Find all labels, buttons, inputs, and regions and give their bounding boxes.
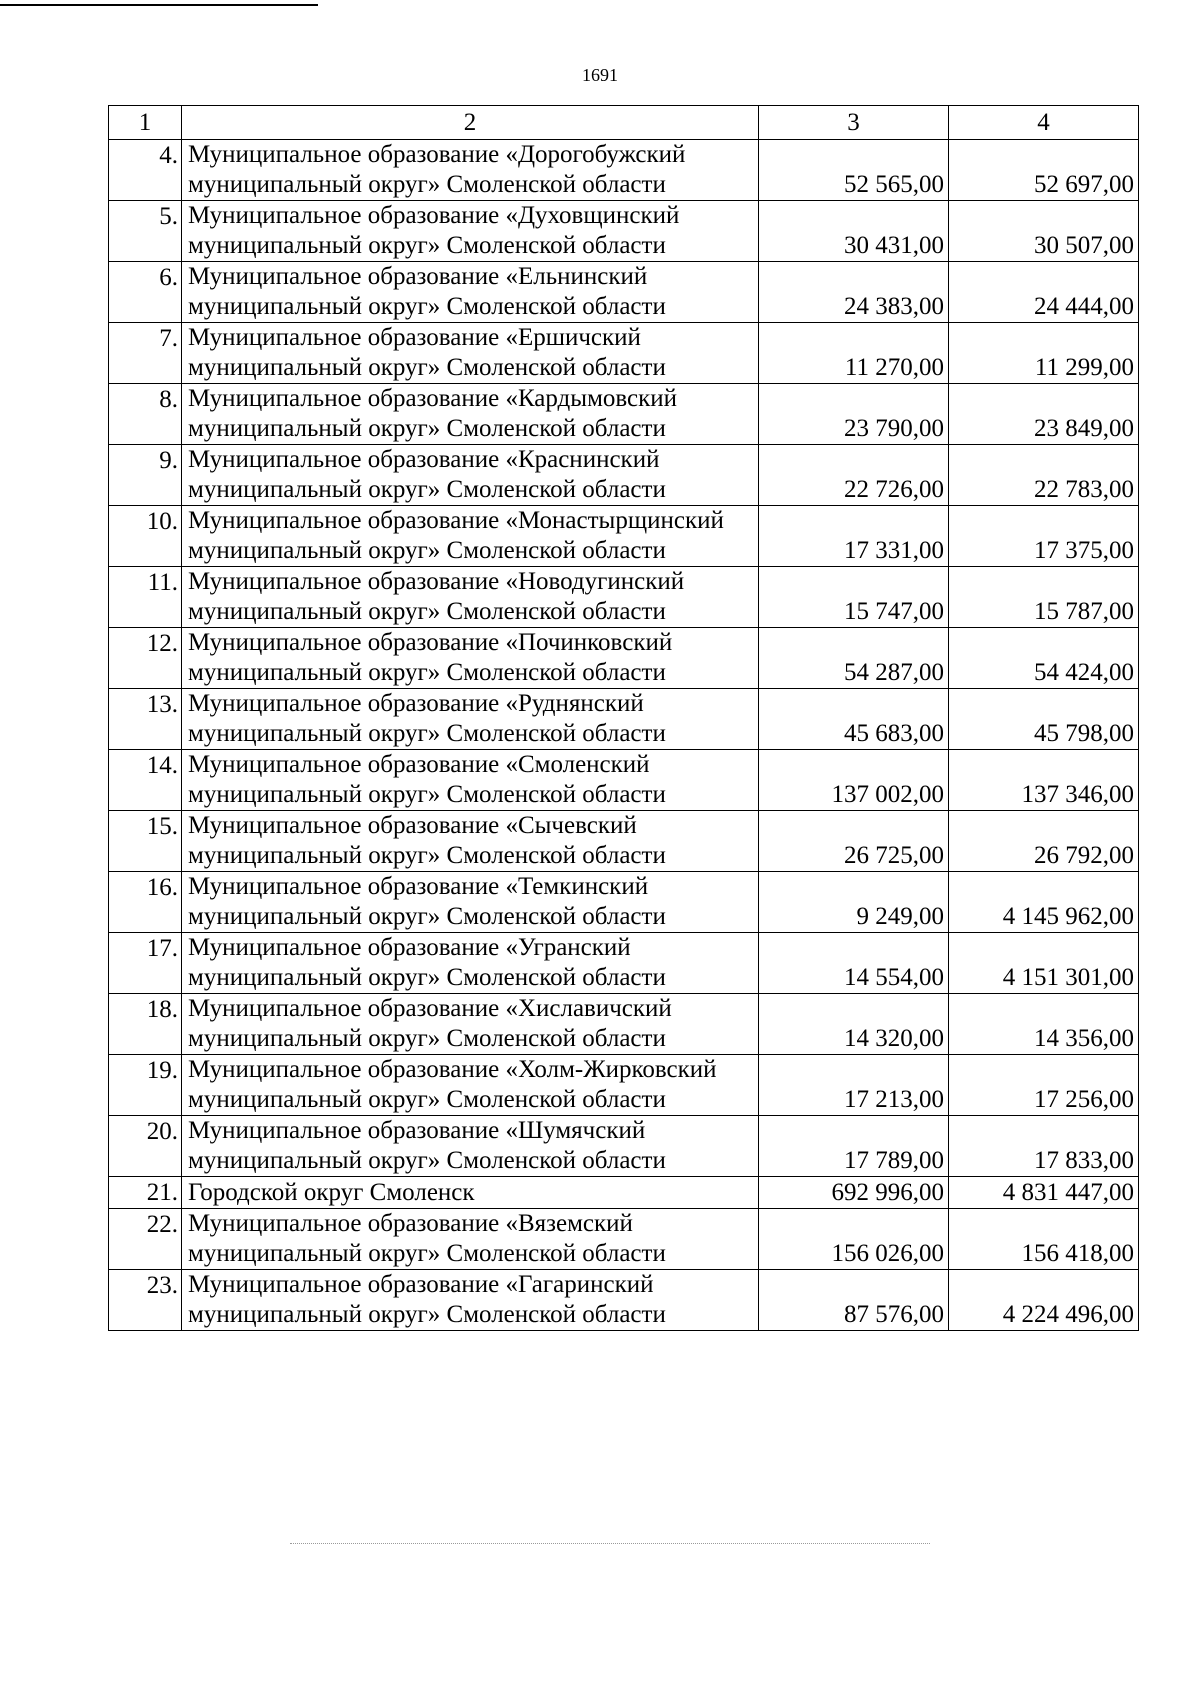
value-column-3: 24 383,00 <box>759 262 949 323</box>
value-column-4: 17 833,00 <box>949 1116 1139 1177</box>
column-header-1: 1 <box>109 106 182 140</box>
row-number: 4. <box>109 140 182 201</box>
table-row <box>109 1055 1139 1116</box>
row-number: 10. <box>109 506 182 567</box>
value-column-4: 52 697,00 <box>949 140 1139 201</box>
table-row <box>109 567 1139 628</box>
value-column-3: 17 213,00 <box>759 1055 949 1116</box>
table-row <box>109 262 1139 323</box>
column-header-4: 4 <box>949 106 1139 140</box>
table-row <box>109 628 1139 689</box>
table-row <box>109 1209 1139 1270</box>
column-header-2: 2 <box>182 106 759 140</box>
value-column-3: 23 790,00 <box>759 384 949 445</box>
row-number: 20. <box>109 1116 182 1177</box>
municipality-name: Муниципальное образование «Руднянский муниципальный округ» Смоленской области <box>182 689 759 750</box>
top-rule <box>0 4 318 6</box>
value-column-3: 52 565,00 <box>759 140 949 201</box>
table-row <box>109 323 1139 384</box>
table-row <box>109 506 1139 567</box>
row-number: 6. <box>109 262 182 323</box>
municipality-name: Муниципальное образование «Починковский муниципальный округ» Смоленской области <box>182 628 759 689</box>
table-row <box>109 811 1139 872</box>
row-number: 11. <box>109 567 182 628</box>
municipality-name: Муниципальное образование «Краснинский муниципальный округ» Смоленской области <box>182 445 759 506</box>
row-number: 19. <box>109 1055 182 1116</box>
table-row <box>109 1177 1139 1209</box>
value-column-3: 26 725,00 <box>759 811 949 872</box>
value-column-3: 137 002,00 <box>759 750 949 811</box>
row-number: 21. <box>109 1177 182 1209</box>
municipality-name: Муниципальное образование «Вяземский муниципальный округ» Смоленской области <box>182 1209 759 1270</box>
table-row <box>109 933 1139 994</box>
value-column-4: 54 424,00 <box>949 628 1139 689</box>
value-column-4: 26 792,00 <box>949 811 1139 872</box>
municipality-name: Муниципальное образование «Смоленский муниципальный округ» Смоленской области <box>182 750 759 811</box>
value-column-4: 11 299,00 <box>949 323 1139 384</box>
municipality-name: Муниципальное образование «Новодугинский муниципальный округ» Смоленской области <box>182 567 759 628</box>
value-column-4: 14 356,00 <box>949 994 1139 1055</box>
row-number: 17. <box>109 933 182 994</box>
municipality-name: Муниципальное образование «Темкинский муниципальный округ» Смоленской области <box>182 872 759 933</box>
table-row <box>109 140 1139 201</box>
value-column-4: 4 224 496,00 <box>949 1270 1139 1331</box>
value-column-4: 4 831 447,00 <box>949 1177 1139 1209</box>
row-number: 12. <box>109 628 182 689</box>
table-row <box>109 872 1139 933</box>
budget-table <box>108 105 1139 1331</box>
municipality-name: Муниципальное образование «Гагаринский муниципальный округ» Смоленской области <box>182 1270 759 1331</box>
row-number: 18. <box>109 994 182 1055</box>
value-column-3: 14 554,00 <box>759 933 949 994</box>
municipality-name: Муниципальное образование «Угранский муниципальный округ» Смоленской области <box>182 933 759 994</box>
municipality-name: Муниципальное образование «Кардымовский муниципальный округ» Смоленской области <box>182 384 759 445</box>
value-column-3: 87 576,00 <box>759 1270 949 1331</box>
table-row <box>109 1116 1139 1177</box>
value-column-3: 30 431,00 <box>759 201 949 262</box>
municipality-name: Муниципальное образование «Шумячский муниципальный округ» Смоленской области <box>182 1116 759 1177</box>
value-column-4: 15 787,00 <box>949 567 1139 628</box>
table-body <box>109 140 1139 1331</box>
municipality-name: Муниципальное образование «Ельнинский муниципальный округ» Смоленской области <box>182 262 759 323</box>
value-column-3: 15 747,00 <box>759 567 949 628</box>
municipality-name: Муниципальное образование «Духовщинский муниципальный округ» Смоленской области <box>182 201 759 262</box>
row-number: 7. <box>109 323 182 384</box>
value-column-4: 17 375,00 <box>949 506 1139 567</box>
municipality-name: Муниципальное образование «Ершичский муниципальный округ» Смоленской области <box>182 323 759 384</box>
budget-table-container <box>108 105 1138 1331</box>
value-column-3: 11 270,00 <box>759 323 949 384</box>
table-row <box>109 201 1139 262</box>
page-number: 1691 <box>582 65 618 85</box>
scan-artifact-dotted-line <box>290 1543 930 1544</box>
value-column-4: 17 256,00 <box>949 1055 1139 1116</box>
table-row <box>109 445 1139 506</box>
table-row <box>109 1270 1139 1331</box>
municipality-name: Муниципальное образование «Хиславичский муниципальный округ» Смоленской области <box>182 994 759 1055</box>
value-column-4: 156 418,00 <box>949 1209 1139 1270</box>
table-row <box>109 994 1139 1055</box>
value-column-4: 137 346,00 <box>949 750 1139 811</box>
value-column-3: 22 726,00 <box>759 445 949 506</box>
row-number: 9. <box>109 445 182 506</box>
municipality-name: Муниципальное образование «Сычевский муниципальный округ» Смоленской области <box>182 811 759 872</box>
row-number: 8. <box>109 384 182 445</box>
value-column-4: 22 783,00 <box>949 445 1139 506</box>
municipality-name: Муниципальное образование «Монастырщинский муниципальный округ» Смоленской области <box>182 506 759 567</box>
value-column-4: 4 151 301,00 <box>949 933 1139 994</box>
value-column-3: 9 249,00 <box>759 872 949 933</box>
header-row <box>109 106 1139 140</box>
municipality-name: Муниципальное образование «Дорогобужский муниципальный округ» Смоленской области <box>182 140 759 201</box>
value-column-4: 45 798,00 <box>949 689 1139 750</box>
value-column-4: 24 444,00 <box>949 262 1139 323</box>
value-column-3: 45 683,00 <box>759 689 949 750</box>
column-header-3: 3 <box>759 106 949 140</box>
table-row <box>109 750 1139 811</box>
municipality-name: Муниципальное образование «Холм-Жирковский муниципальный округ» Смоленской области <box>182 1055 759 1116</box>
value-column-4: 30 507,00 <box>949 201 1139 262</box>
row-number: 23. <box>109 1270 182 1331</box>
row-number: 22. <box>109 1209 182 1270</box>
row-number: 15. <box>109 811 182 872</box>
table-row <box>109 384 1139 445</box>
value-column-3: 17 331,00 <box>759 506 949 567</box>
row-number: 14. <box>109 750 182 811</box>
table-row <box>109 689 1139 750</box>
row-number: 16. <box>109 872 182 933</box>
value-column-3: 14 320,00 <box>759 994 949 1055</box>
row-number: 5. <box>109 201 182 262</box>
value-column-4: 4 145 962,00 <box>949 872 1139 933</box>
value-column-3: 17 789,00 <box>759 1116 949 1177</box>
value-column-3: 54 287,00 <box>759 628 949 689</box>
row-number: 13. <box>109 689 182 750</box>
municipality-name: Городской округ Смоленск <box>182 1177 759 1209</box>
value-column-4: 23 849,00 <box>949 384 1139 445</box>
value-column-3: 692 996,00 <box>759 1177 949 1209</box>
value-column-3: 156 026,00 <box>759 1209 949 1270</box>
